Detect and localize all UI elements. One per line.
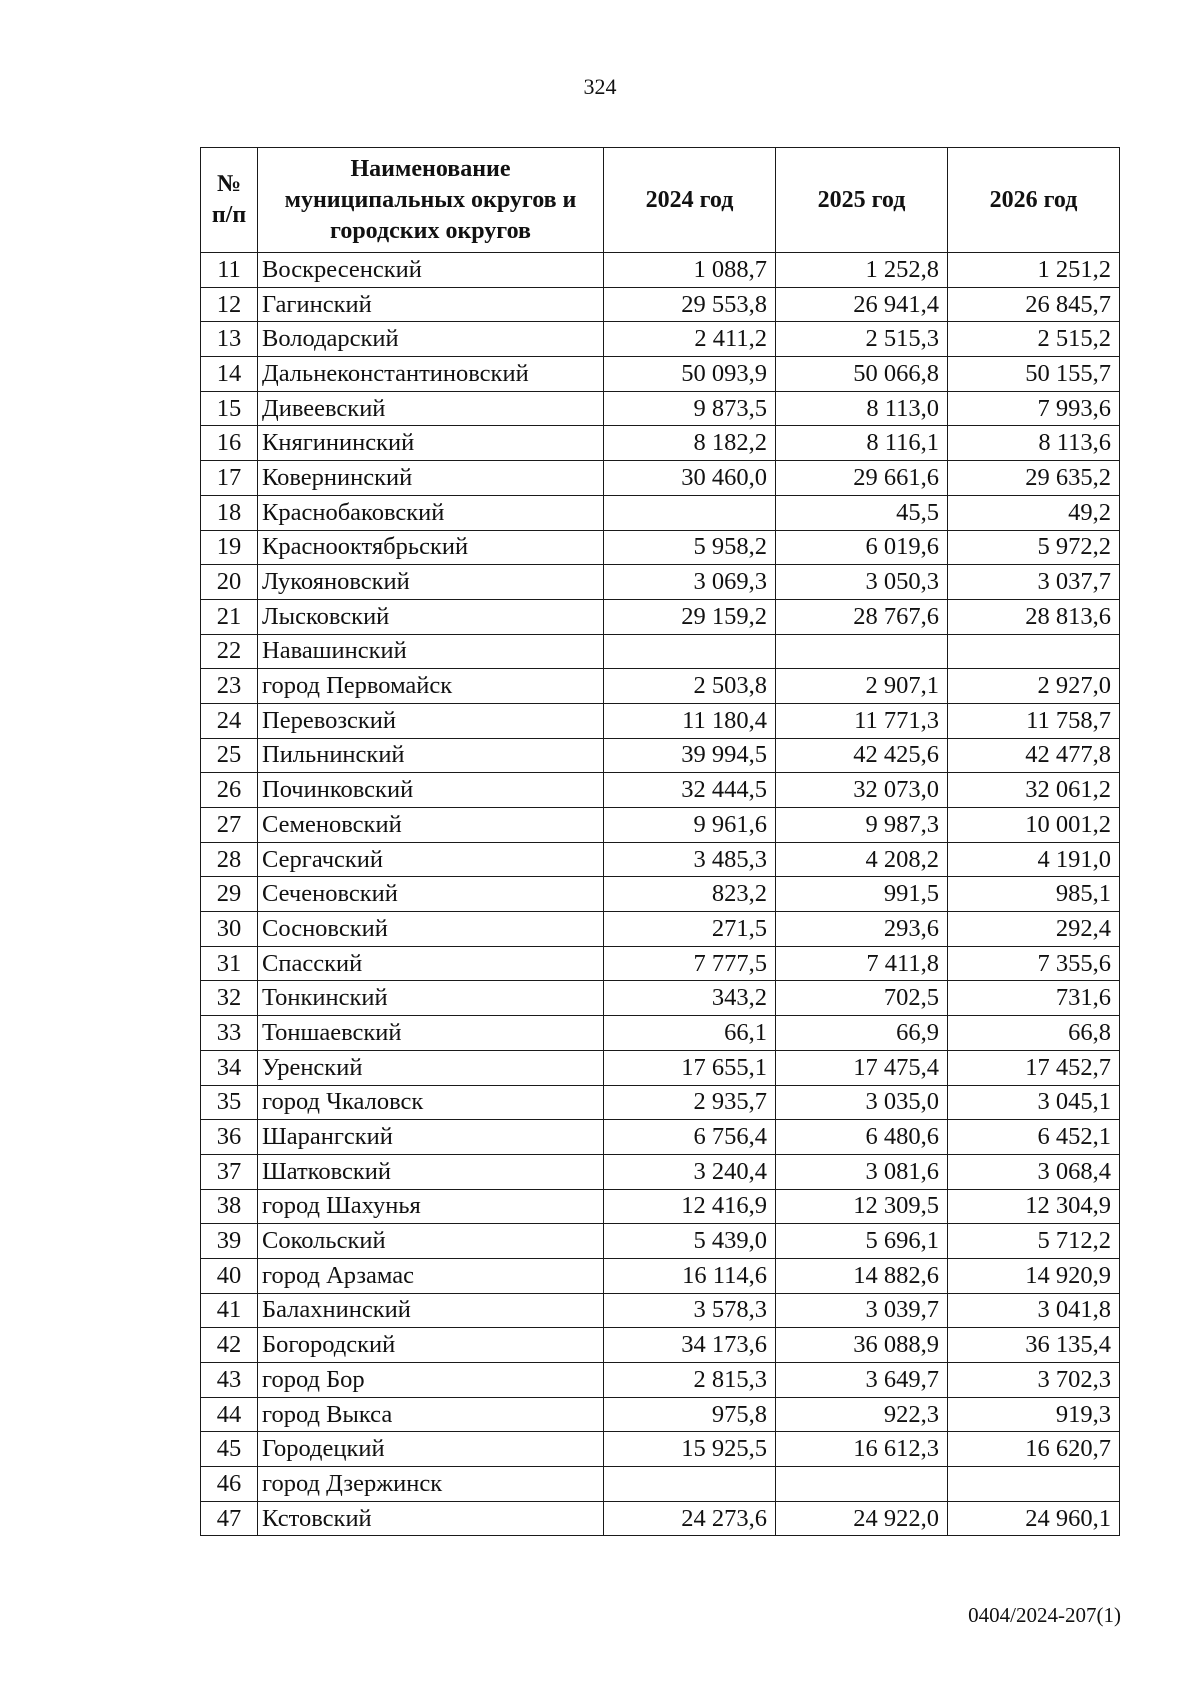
header-2026: 2026 год [948,148,1120,253]
row-number-cell: 25 [201,738,258,773]
row-number-cell: 45 [201,1432,258,1467]
table-row [201,912,1120,947]
district-name-cell: Краснооктябрьский [258,530,604,565]
value-2024-cell: 34 173,6 [604,1328,776,1363]
value-2026-cell: 985,1 [948,877,1120,912]
table-row [201,1293,1120,1328]
value-2025-cell [776,1467,948,1502]
table-row [201,1085,1120,1120]
value-2026-cell: 3 045,1 [948,1085,1120,1120]
row-number-cell: 40 [201,1258,258,1293]
table-row [201,738,1120,773]
value-2026-cell: 66,8 [948,1016,1120,1051]
table-row [201,634,1120,669]
row-number-cell: 24 [201,703,258,738]
row-number-cell: 15 [201,391,258,426]
row-number-cell: 13 [201,322,258,357]
value-2026-cell: 3 037,7 [948,565,1120,600]
district-name-cell: Сокольский [258,1224,604,1259]
header-num: № п/п [201,148,258,253]
value-2024-cell: 9 961,6 [604,808,776,843]
district-name-cell: Шатковский [258,1154,604,1189]
value-2026-cell: 26 845,7 [948,287,1120,322]
value-2024-cell: 16 114,6 [604,1258,776,1293]
table-row [201,322,1120,357]
value-2026-cell: 3 041,8 [948,1293,1120,1328]
value-2025-cell: 17 475,4 [776,1050,948,1085]
value-2024-cell: 2 815,3 [604,1363,776,1398]
value-2024-cell: 2 411,2 [604,322,776,357]
value-2025-cell: 28 767,6 [776,599,948,634]
district-name-cell: Уренский [258,1050,604,1085]
table-row [201,357,1120,392]
value-2026-cell: 32 061,2 [948,773,1120,808]
value-2026-cell: 7 993,6 [948,391,1120,426]
row-number-cell: 27 [201,808,258,843]
value-2024-cell: 7 777,5 [604,946,776,981]
table-row [201,808,1120,843]
value-2026-cell: 8 113,6 [948,426,1120,461]
value-2025-cell: 45,5 [776,495,948,530]
value-2024-cell: 823,2 [604,877,776,912]
table-row [201,946,1120,981]
table-row [201,1397,1120,1432]
document-code: 0404/2024-207(1) [968,1603,1121,1627]
district-name-cell: Перевозский [258,703,604,738]
value-2024-cell: 271,5 [604,912,776,947]
value-2026-cell: 1 251,2 [948,253,1120,288]
value-2025-cell: 293,6 [776,912,948,947]
table-row [201,1224,1120,1259]
value-2025-cell: 16 612,3 [776,1432,948,1467]
value-2024-cell: 5 439,0 [604,1224,776,1259]
row-number-cell: 30 [201,912,258,947]
district-name-cell: город Шахунья [258,1189,604,1224]
district-name-cell: город Первомайск [258,669,604,704]
table-row [201,461,1120,496]
value-2026-cell: 3 702,3 [948,1363,1120,1398]
value-2024-cell: 5 958,2 [604,530,776,565]
value-2026-cell: 42 477,8 [948,738,1120,773]
value-2024-cell: 50 093,9 [604,357,776,392]
row-number-cell: 29 [201,877,258,912]
value-2024-cell: 2 503,8 [604,669,776,704]
value-2026-cell: 14 920,9 [948,1258,1120,1293]
value-2026-cell: 12 304,9 [948,1189,1120,1224]
row-number-cell: 20 [201,565,258,600]
value-2024-cell [604,495,776,530]
value-2024-cell: 8 182,2 [604,426,776,461]
value-2024-cell: 3 578,3 [604,1293,776,1328]
table-header-row [201,148,1120,253]
district-name-cell: город Бор [258,1363,604,1398]
table-row [201,1363,1120,1398]
value-2025-cell: 66,9 [776,1016,948,1051]
row-number-cell: 19 [201,530,258,565]
value-2025-cell: 6 480,6 [776,1120,948,1155]
table-row [201,1154,1120,1189]
district-name-cell: Сосновский [258,912,604,947]
value-2025-cell: 922,3 [776,1397,948,1432]
value-2025-cell: 3 035,0 [776,1085,948,1120]
table-row [201,703,1120,738]
value-2026-cell: 3 068,4 [948,1154,1120,1189]
row-number-cell: 43 [201,1363,258,1398]
value-2024-cell: 29 159,2 [604,599,776,634]
value-2025-cell: 3 081,6 [776,1154,948,1189]
row-number-cell: 47 [201,1501,258,1536]
row-number-cell: 37 [201,1154,258,1189]
row-number-cell: 35 [201,1085,258,1120]
value-2025-cell: 2 907,1 [776,669,948,704]
value-2026-cell: 29 635,2 [948,461,1120,496]
row-number-cell: 14 [201,357,258,392]
value-2025-cell: 11 771,3 [776,703,948,738]
value-2025-cell: 26 941,4 [776,287,948,322]
value-2026-cell: 24 960,1 [948,1501,1120,1536]
value-2025-cell: 8 113,0 [776,391,948,426]
value-2026-cell: 5 712,2 [948,1224,1120,1259]
row-number-cell: 33 [201,1016,258,1051]
value-2024-cell: 29 553,8 [604,287,776,322]
value-2025-cell: 702,5 [776,981,948,1016]
value-2025-cell: 4 208,2 [776,842,948,877]
table-row [201,530,1120,565]
table-body [201,253,1120,1536]
value-2026-cell: 36 135,4 [948,1328,1120,1363]
table-row [201,877,1120,912]
value-2025-cell: 50 066,8 [776,357,948,392]
value-2024-cell: 12 416,9 [604,1189,776,1224]
district-name-cell: Шарангский [258,1120,604,1155]
table-row [201,981,1120,1016]
value-2025-cell: 1 252,8 [776,253,948,288]
district-name-cell: Починковский [258,773,604,808]
value-2026-cell: 4 191,0 [948,842,1120,877]
district-name-cell: город Чкаловск [258,1085,604,1120]
district-name-cell: Сеченовский [258,877,604,912]
district-name-cell: Семеновский [258,808,604,843]
table-row [201,1258,1120,1293]
row-number-cell: 31 [201,946,258,981]
row-number-cell: 32 [201,981,258,1016]
district-name-cell: Дивеевский [258,391,604,426]
district-name-cell: Гагинский [258,287,604,322]
table-row [201,1189,1120,1224]
value-2024-cell: 15 925,5 [604,1432,776,1467]
row-number-cell: 21 [201,599,258,634]
value-2025-cell: 8 116,1 [776,426,948,461]
value-2025-cell: 3 050,3 [776,565,948,600]
value-2024-cell: 66,1 [604,1016,776,1051]
value-2024-cell: 39 994,5 [604,738,776,773]
value-2024-cell: 9 873,5 [604,391,776,426]
value-2025-cell: 6 019,6 [776,530,948,565]
value-2025-cell [776,634,948,669]
value-2026-cell [948,634,1120,669]
table-row [201,1050,1120,1085]
value-2024-cell: 24 273,6 [604,1501,776,1536]
value-2026-cell: 6 452,1 [948,1120,1120,1155]
value-2025-cell: 7 411,8 [776,946,948,981]
header-name: Наименование муниципальных округов и городских округов [258,148,604,253]
table-row [201,495,1120,530]
value-2026-cell: 16 620,7 [948,1432,1120,1467]
row-number-cell: 34 [201,1050,258,1085]
row-number-cell: 18 [201,495,258,530]
value-2025-cell: 5 696,1 [776,1224,948,1259]
district-name-cell: Сергачский [258,842,604,877]
value-2025-cell: 14 882,6 [776,1258,948,1293]
table-row [201,773,1120,808]
table-row [201,599,1120,634]
value-2025-cell: 12 309,5 [776,1189,948,1224]
district-name-cell: Балахнинский [258,1293,604,1328]
value-2026-cell: 5 972,2 [948,530,1120,565]
table-row [201,1120,1120,1155]
value-2025-cell: 2 515,3 [776,322,948,357]
value-2024-cell: 343,2 [604,981,776,1016]
district-name-cell: Богородский [258,1328,604,1363]
district-name-cell: Лукояновский [258,565,604,600]
district-name-cell: Тонкинский [258,981,604,1016]
value-2025-cell: 42 425,6 [776,738,948,773]
value-2026-cell: 2 927,0 [948,669,1120,704]
table-row [201,253,1120,288]
value-2026-cell: 28 813,6 [948,599,1120,634]
value-2024-cell: 1 088,7 [604,253,776,288]
table-row [201,1328,1120,1363]
table-row [201,669,1120,704]
row-number-cell: 17 [201,461,258,496]
value-2025-cell: 32 073,0 [776,773,948,808]
value-2026-cell: 50 155,7 [948,357,1120,392]
value-2024-cell: 32 444,5 [604,773,776,808]
value-2025-cell: 36 088,9 [776,1328,948,1363]
value-2025-cell: 9 987,3 [776,808,948,843]
row-number-cell: 11 [201,253,258,288]
district-name-cell: Спасский [258,946,604,981]
value-2026-cell [948,1467,1120,1502]
district-name-cell: Лысковский [258,599,604,634]
row-number-cell: 26 [201,773,258,808]
table-row [201,1501,1120,1536]
district-name-cell: Пильнинский [258,738,604,773]
data-table [200,147,1120,1536]
value-2024-cell: 975,8 [604,1397,776,1432]
row-number-cell: 22 [201,634,258,669]
row-number-cell: 41 [201,1293,258,1328]
district-name-cell: Ковернинский [258,461,604,496]
value-2026-cell: 919,3 [948,1397,1120,1432]
district-name-cell: Воскресенский [258,253,604,288]
value-2026-cell: 2 515,2 [948,322,1120,357]
value-2026-cell: 49,2 [948,495,1120,530]
value-2024-cell [604,1467,776,1502]
district-name-cell: Дальнеконстантиновский [258,357,604,392]
value-2024-cell [604,634,776,669]
row-number-cell: 23 [201,669,258,704]
value-2026-cell: 11 758,7 [948,703,1120,738]
value-2026-cell: 10 001,2 [948,808,1120,843]
table-row [201,565,1120,600]
header-2024: 2024 год [604,148,776,253]
district-name-cell: город Дзержинск [258,1467,604,1502]
value-2026-cell: 7 355,6 [948,946,1120,981]
district-name-cell: Краснобаковский [258,495,604,530]
row-number-cell: 16 [201,426,258,461]
row-number-cell: 12 [201,287,258,322]
value-2026-cell: 292,4 [948,912,1120,947]
district-name-cell: город Выкса [258,1397,604,1432]
value-2024-cell: 30 460,0 [604,461,776,496]
row-number-cell: 28 [201,842,258,877]
value-2025-cell: 29 661,6 [776,461,948,496]
value-2024-cell: 17 655,1 [604,1050,776,1085]
page-number: 324 [583,74,617,99]
row-number-cell: 46 [201,1467,258,1502]
table-row [201,1467,1120,1502]
row-number-cell: 44 [201,1397,258,1432]
table-row [201,1432,1120,1467]
row-number-cell: 39 [201,1224,258,1259]
value-2025-cell: 991,5 [776,877,948,912]
district-name-cell: Княгининский [258,426,604,461]
district-name-cell: Тоншаевский [258,1016,604,1051]
district-name-cell: Володарский [258,322,604,357]
table-row [201,391,1120,426]
header-2025: 2025 год [776,148,948,253]
district-name-cell: город Арзамас [258,1258,604,1293]
row-number-cell: 42 [201,1328,258,1363]
value-2024-cell: 3 069,3 [604,565,776,600]
value-2026-cell: 17 452,7 [948,1050,1120,1085]
district-name-cell: Кстовский [258,1501,604,1536]
district-name-cell: Городецкий [258,1432,604,1467]
value-2024-cell: 3 485,3 [604,842,776,877]
value-2025-cell: 3 039,7 [776,1293,948,1328]
value-2025-cell: 24 922,0 [776,1501,948,1536]
table-row [201,287,1120,322]
district-name-cell: Навашинский [258,634,604,669]
table-row [201,1016,1120,1051]
table-row [201,842,1120,877]
value-2024-cell: 2 935,7 [604,1085,776,1120]
value-2024-cell: 6 756,4 [604,1120,776,1155]
value-2024-cell: 11 180,4 [604,703,776,738]
row-number-cell: 38 [201,1189,258,1224]
row-number-cell: 36 [201,1120,258,1155]
value-2024-cell: 3 240,4 [604,1154,776,1189]
table-row [201,426,1120,461]
value-2025-cell: 3 649,7 [776,1363,948,1398]
value-2026-cell: 731,6 [948,981,1120,1016]
